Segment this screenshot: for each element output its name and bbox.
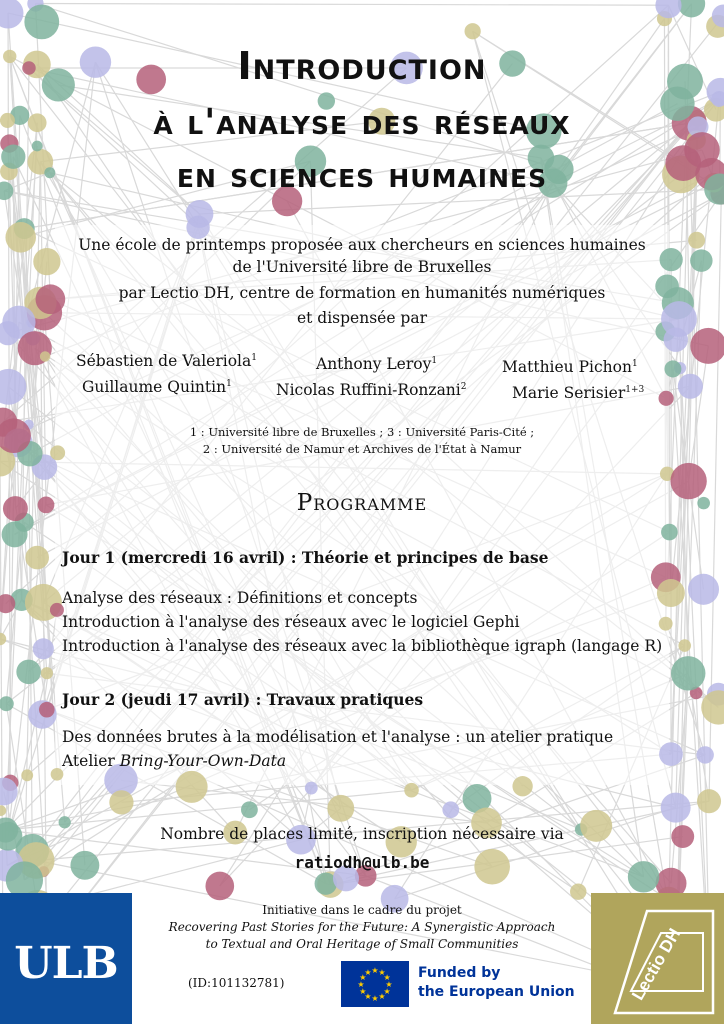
funded-by-line-1: Funded by [418,965,500,981]
eu-star-icon: ★ [359,973,366,982]
intro-line-4: et dispensée par [40,309,684,327]
ulb-logo: ULB [0,938,132,989]
day-2-item-1: Des données brutes à la modélisation et l'analyse : un atelier pratique [62,728,613,746]
eu-star-icon: ★ [384,973,391,982]
poster-title-line-1: Introduction [0,44,724,88]
initiative-text: Initiative dans le cadre du projet [140,903,584,917]
affiliations-line-1: 1 : Université libre de Bruxelles ; 3 : Université Paris-Cité ; [100,425,624,439]
project-title-line-2: to Textual and Oral Heritage of Small Communities [140,937,584,951]
eu-star-icon: ★ [371,966,378,975]
poster-title-line-3: en sciences humaines [0,156,724,196]
author-quintin: Guillaume Quintin$^1$ [82,378,232,396]
author-ruffini-ronzani: Nicolas Ruffini-Ronzani$^2$ [276,381,466,399]
intro-line-1: Une école de printemps proposée aux chercheurs en sciences humaines [40,236,684,254]
day-2-title: Jour 2 (jeudi 17 avril) : Travaux pratiques [62,690,423,709]
author-leroy: Anthony Leroy$^1$ [316,355,437,373]
author-valeriola: Sébastien de Valeriola$^1$ [76,352,257,370]
eu-star-icon: ★ [357,980,364,989]
eu-star-icon: ★ [378,992,385,1001]
day-1-title: Jour 1 (mercredi 16 avril) : Théorie et principes de base [62,548,548,567]
intro-line-2: de l'Université libre de Bruxelles [40,258,684,276]
eu-flag-icon [341,961,409,1007]
project-title-line-1: Recovering Past Stories for the Future: A Synergistic Approach [140,920,584,934]
registration-email-link[interactable]: ratiodh@ulb.be [0,853,724,872]
day-1-item-2: Introduction à l'analyse des réseaux avec le logiciel Gephi [62,613,519,631]
svg-text:Lectio DH: Lectio DH [628,925,684,1003]
eu-star-icon: ★ [384,987,391,996]
lectio-dh-logo [591,893,724,1024]
day-1-item-3: Introduction à l'analyse des réseaux avec la bibliothèque igraph (langage R) [62,637,662,655]
author-serisier: Marie Serisier$^{1+3}$ [512,384,644,402]
day-2-item-2: Atelier Bring-Your-Own-Data [62,752,286,770]
affiliations-line-2: 2 : Université de Namur et Archives de l'État à Namur [100,442,624,456]
author-pichon: Matthieu Pichon$^1$ [502,358,638,376]
eu-star-icon: ★ [371,994,378,1003]
eu-star-icon: ★ [378,968,385,977]
eu-star-icon: ★ [364,968,371,977]
eu-star-icon: ★ [359,987,366,996]
eu-star-icon: ★ [364,992,371,1001]
day-1-item-1: Analyse des réseaux : Définitions et concepts [62,589,417,607]
registration-text: Nombre de places limité, inscription nécessaire via [0,825,724,843]
intro-line-3: par Lectio DH, centre de formation en humanités numériques [40,284,684,302]
funded-by-line-2: the European Union [418,984,575,1000]
poster-title-line-2: à l'analyse des réseaux [0,102,724,143]
eu-star-icon: ★ [385,980,392,989]
project-id: (ID:101132781) [188,976,284,990]
programme-heading: Programme [0,490,724,516]
